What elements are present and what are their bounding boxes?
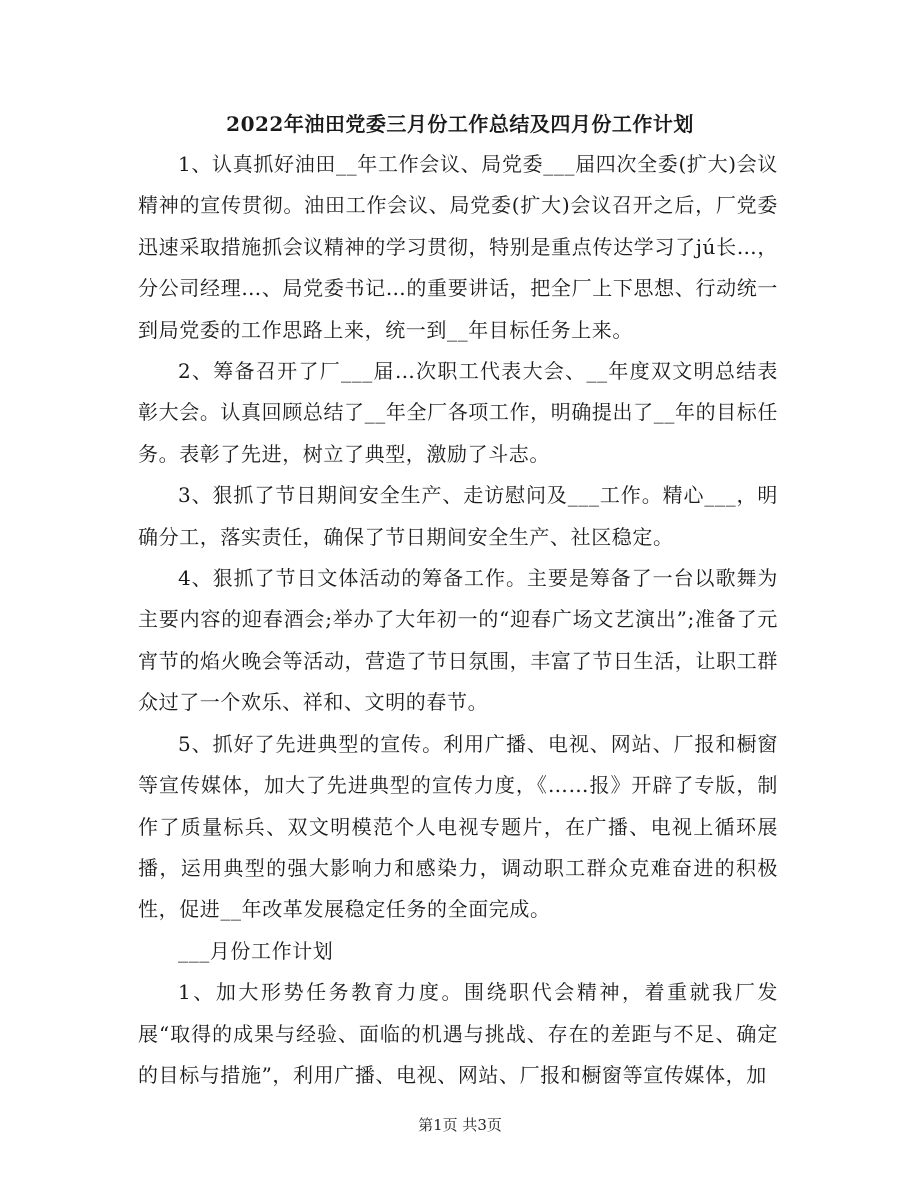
document-body	[138, 144, 778, 1096]
paragraph-3: 3、狠抓了节日期间安全生产、走访慰问及___工作。精心___，明确分工，落实责任，确保了节日期间安全生产、社区稳定。	[138, 483, 778, 549]
paragraph-5: 5、抓好了先进典型的宣传。利用广播、电视、网站、厂报和橱窗等宣传媒体，加大了先进典型的宣传力度，《……报》开辟了专版，制作了质量标兵、双文明模范个人电视专题片，在广播、电视上循环展播，运用典型的强大影响力和感染力，调动职工群众克难奋进的积极性，促进__年改革发展稳定任务的全面完成。	[138, 731, 778, 922]
paragraph-plan-1: 1、加大形势任务教育力度。围绕职代会精神，着重就我厂发展“取得的成果与经验、面临的机遇与挑战、存在的差距与不足、确定的目标与措施”，利用广播、电视、网站、厂报和橱窗等宣传媒体，加	[138, 980, 778, 1087]
section-heading-plan: ___月份工作计划	[178, 938, 334, 963]
paragraph-2: 2、筹备召开了厂___届…次职工代表大会、__年度双文明总结表彰大会。认真回顾总结了__年全厂各项工作，明确提出了__年的目标任务。表彰了先进，树立了典型，激励了斗志。	[138, 359, 778, 466]
paragraph-1: 1、认真抓好油田__年工作会议、局党委___届四次全委(扩大)会议精神的宣传贯彻。油田工作会议、局党委(扩大)会议召开之后，厂党委迅速采取措施抓会议精神的学习贯彻，特别是重点传达学习了jú长…，分公司经理…、局党委书记…的重要讲话，把全厂上下思想、行动统一到局党委的工作思路上来，统一到__年目标任务上来。	[138, 152, 778, 342]
paragraph-4: 4、狠抓了节日文体活动的筹备工作。主要是筹备了一台以歌舞为主要内容的迎春酒会;举办了大年初一的“迎春广场文艺演出”;准备了元宵节的焰火晚会等活动，营造了节日氛围，丰富了节日生活，让职工群众过了一个欢乐、祥和、文明的春节。	[138, 566, 778, 715]
page-indicator: 第1页 共3页	[418, 1116, 502, 1134]
document-title: 2022年油田党委三月份工作总结及四月份工作计划	[226, 112, 694, 136]
